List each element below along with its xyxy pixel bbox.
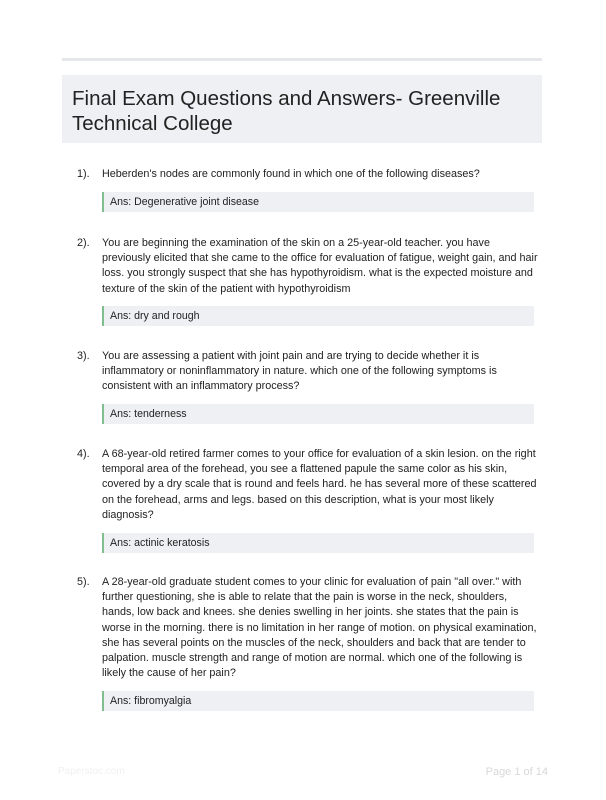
- question-text: A 68-year-old retired farmer comes to your office for evaluation of a skin lesion. on the right temporal area of the forehead, you see a flattened papule the same color as his skin, covered by a dry scale that is round and feels hard. he has several more of these scattered on the forehead, arms and legs. based on this description, what is your most likely diagnosis?: [102, 448, 537, 521]
- question-number: 2).: [77, 237, 90, 249]
- page-indicator: Page 1 of 14: [485, 766, 548, 778]
- footer-watermark: Paperstoc.com: [58, 766, 125, 777]
- top-divider: [62, 58, 542, 61]
- answer-box: Ans: Degenerative joint disease: [102, 192, 534, 212]
- question-number: 5).: [77, 576, 90, 588]
- question-number: 3).: [77, 350, 90, 362]
- question-number: 4).: [77, 448, 90, 460]
- question-text: You are beginning the examination of the skin on a 25-year-old teacher. you have previously elicited that she came to the office for evaluation of fatigue, weight gain, and hair loss. you strongly suspect that she has hypothyroidism. what is the expected moisture and texture of the skin of the patient with hypothyroidism: [102, 237, 538, 295]
- answer-box: Ans: actinic keratosis: [102, 533, 534, 553]
- question-text: Heberden's nodes are commonly found in which one of the following diseases?: [102, 168, 480, 180]
- question-number: 1).: [77, 168, 90, 180]
- document-header: [62, 75, 542, 143]
- answer-box: Ans: fibromyalgia: [102, 691, 534, 711]
- answer-box: Ans: dry and rough: [102, 306, 534, 326]
- question-text: A 28-year-old graduate student comes to your clinic for evaluation of pain "all over." with further questioning, she is able to relate that the pain is worse in the neck, shoulders, hands, low back and knees. she denies swelling in her joints. she states that the pain is worse in the morning. there is no limitation in her range of motion. on physical examination, she has several points on the muscles of the neck, shoulders and back that are tender to palpation. muscle strength and range of motion are normal. which one of the following is likely the cause of her pain?: [102, 576, 537, 680]
- answer-box: Ans: tenderness: [102, 404, 534, 424]
- question-text: You are assessing a patient with joint pain and are trying to decide whether it is inflammatory or noninflammatory in nature. which one of the following symptoms is consistent with an inflammatory process?: [102, 350, 497, 393]
- document-title: Final Exam Questions and Answers- Greenville Technical College: [72, 87, 501, 135]
